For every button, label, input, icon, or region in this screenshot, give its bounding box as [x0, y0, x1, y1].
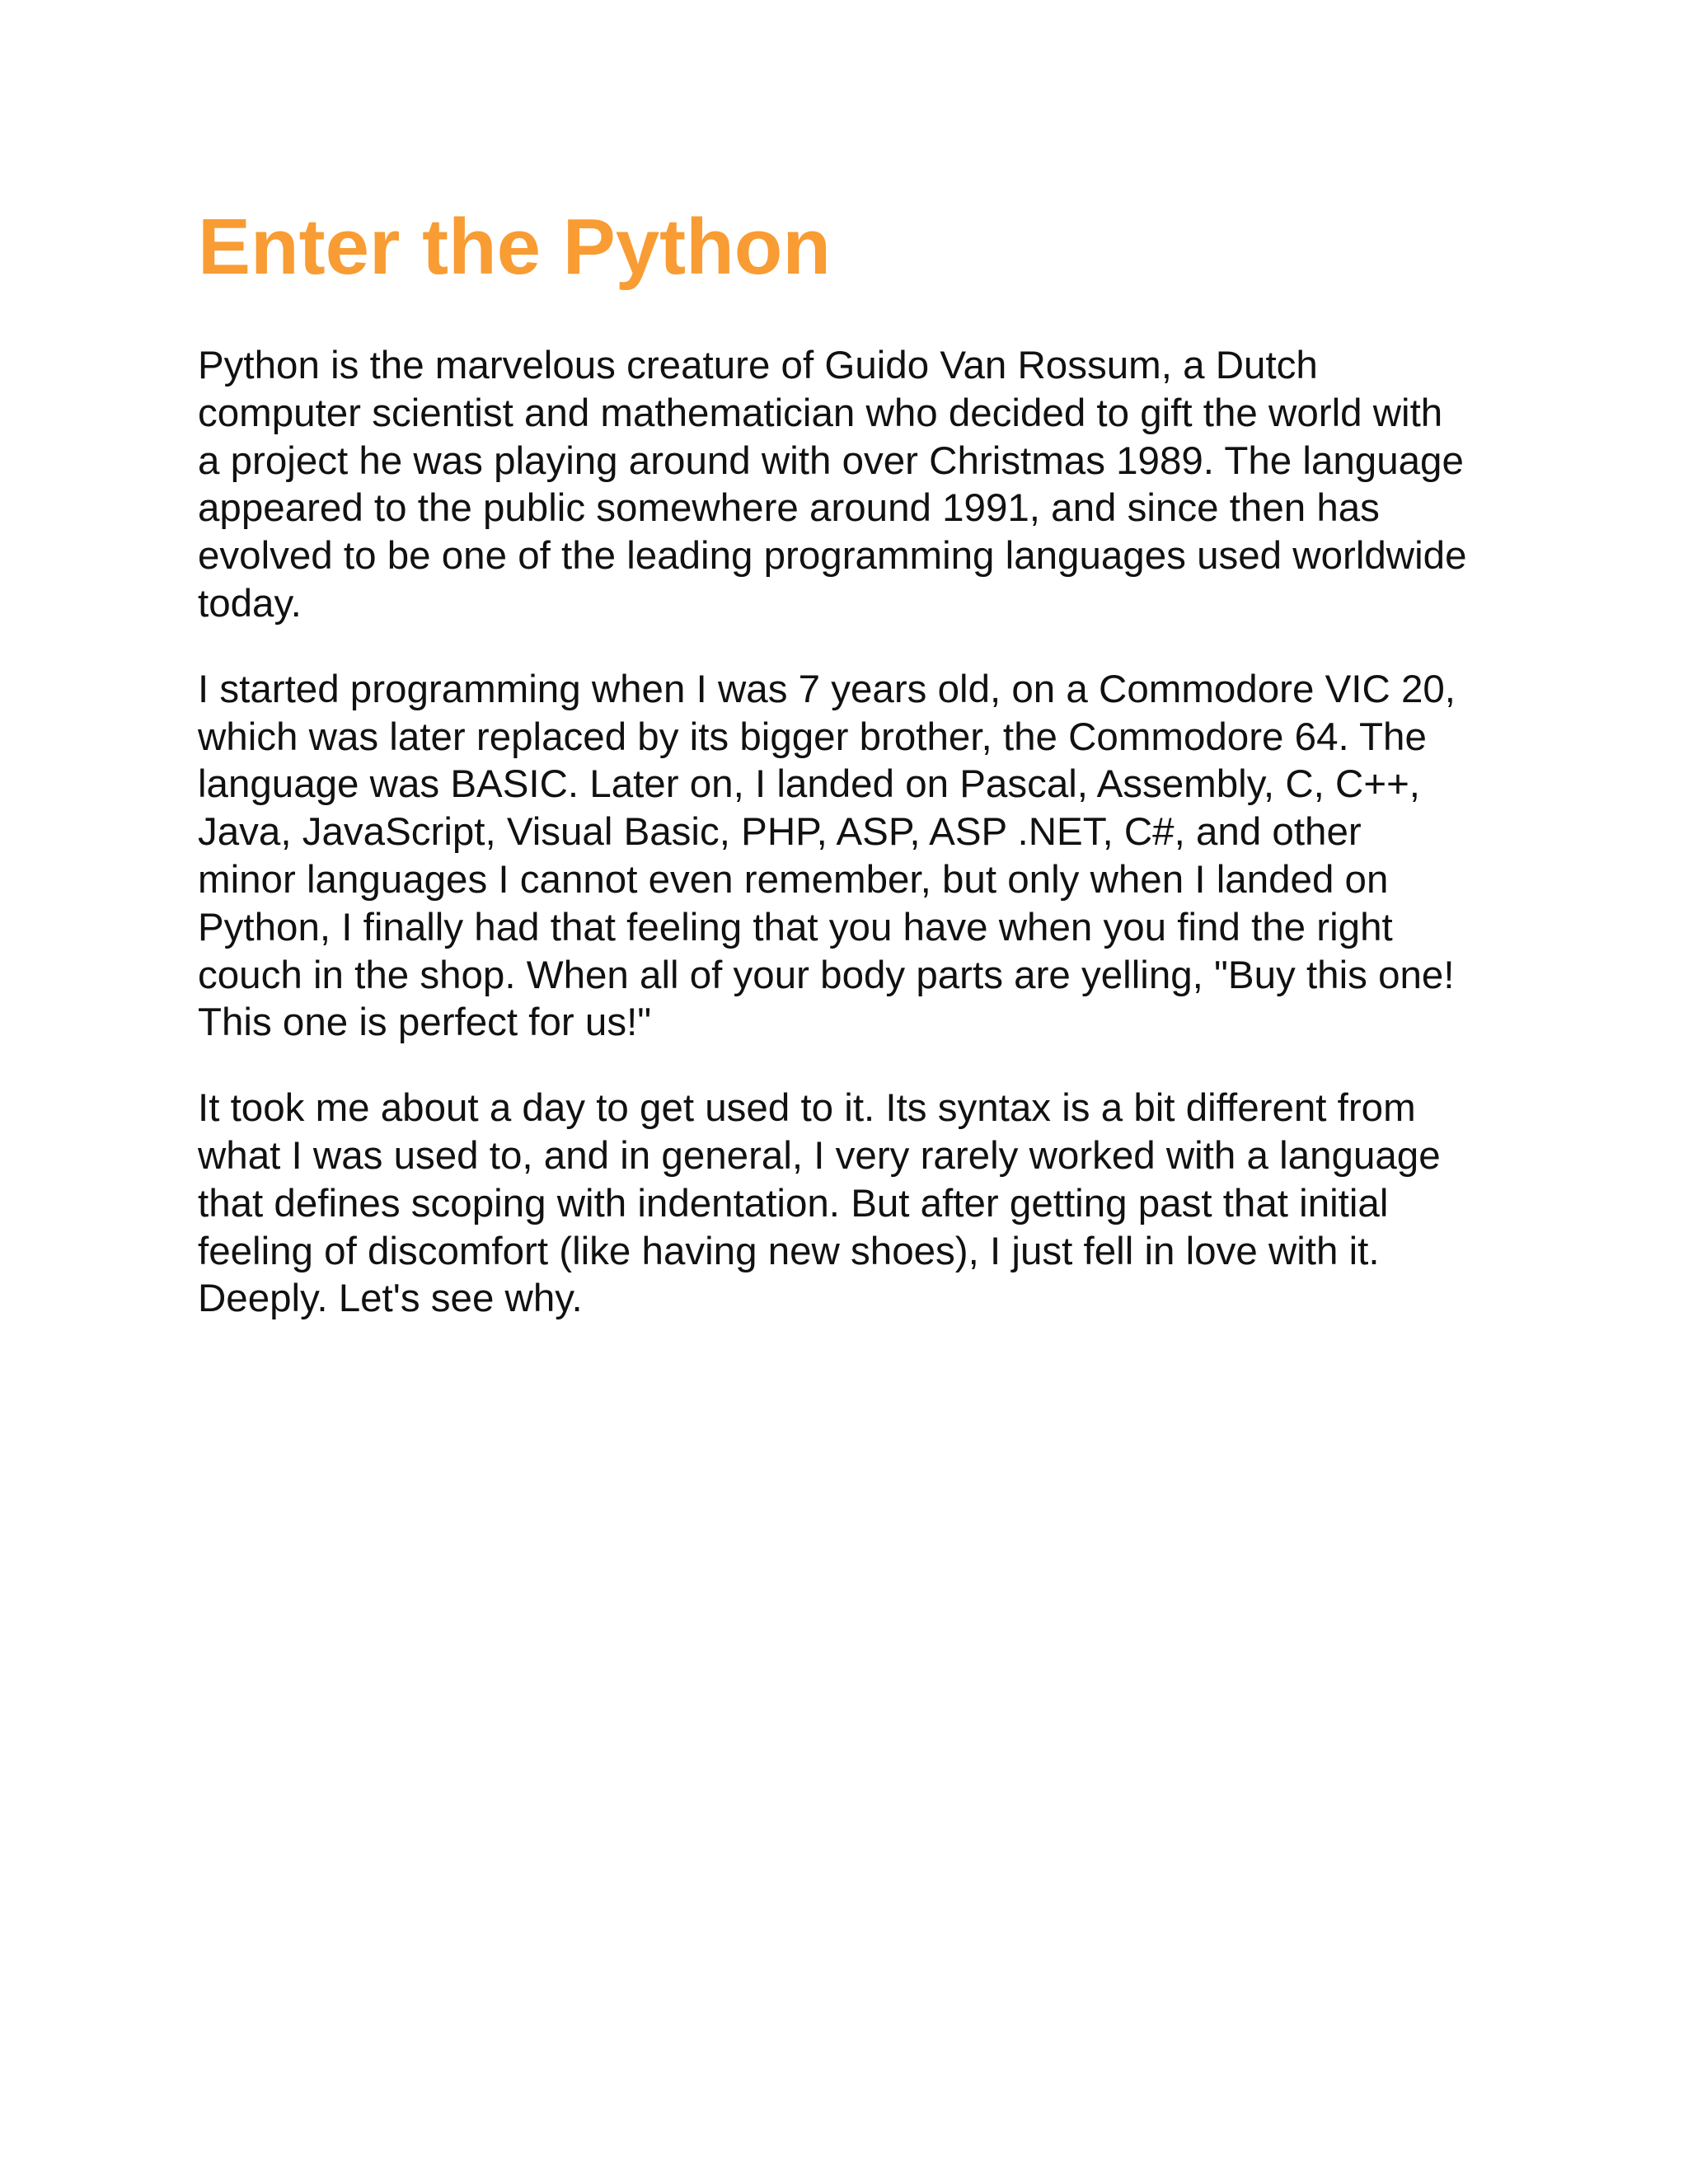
paragraph-line: Python is the marvelous creature of Guido Van Rossum, a Dutch	[198, 344, 1318, 387]
paragraph-line: feeling of discomfort (like having new shoes), I just fell in love with it.	[198, 1229, 1380, 1273]
paragraph-line: couch in the shop. When all of your body parts are yelling, "Buy this one!	[198, 953, 1455, 997]
document-page	[198, 198, 1500, 1323]
paragraph-line: minor languages I cannot even remember, but only when I landed on	[198, 857, 1389, 902]
page-heading: Enter the Python	[198, 203, 832, 291]
paragraph-line: This one is perfect for us!"	[198, 1001, 652, 1045]
paragraph-line: computer scientist and mathematician who decided to gift the world with	[198, 391, 1443, 435]
paragraph-line: I started programming when I was 7 years old, on a Commodore VIC 20,	[198, 667, 1456, 711]
paragraph-line: that defines scoping with indentation. But after getting past that initial	[198, 1181, 1389, 1226]
paragraph-1	[198, 342, 1500, 628]
paragraph-line: It took me about a day to get used to it. Its syntax is a bit different from	[198, 1086, 1416, 1131]
paragraph-line: language was BASIC. Later on, I landed on Pascal, Assembly, C, C++,	[198, 762, 1421, 807]
paragraph-3	[198, 1085, 1500, 1323]
paragraph-line: Java, JavaScript, Visual Basic, PHP, ASP, ASP .NET, C#, and other	[198, 810, 1362, 855]
paragraph-line: what I was used to, and in general, I very rarely worked with a language	[198, 1133, 1441, 1178]
paragraph-line: Deeply. Let's see why.	[198, 1277, 583, 1321]
paragraph-line: evolved to be one of the leading programming languages used worldwide	[198, 534, 1467, 579]
paragraph-line: Python, I finally had that feeling that you have when you find the right	[198, 905, 1393, 949]
paragraph-2	[198, 666, 1500, 1047]
paragraph-line: which was later replaced by its bigger brother, the Commodore 64. The	[198, 715, 1427, 759]
paragraph-line: today.	[198, 581, 302, 626]
paragraph-line: a project he was playing around with over Christmas 1989. The language	[198, 438, 1464, 483]
paragraph-line: appeared to the public somewhere around 1991, and since then has	[198, 486, 1380, 531]
